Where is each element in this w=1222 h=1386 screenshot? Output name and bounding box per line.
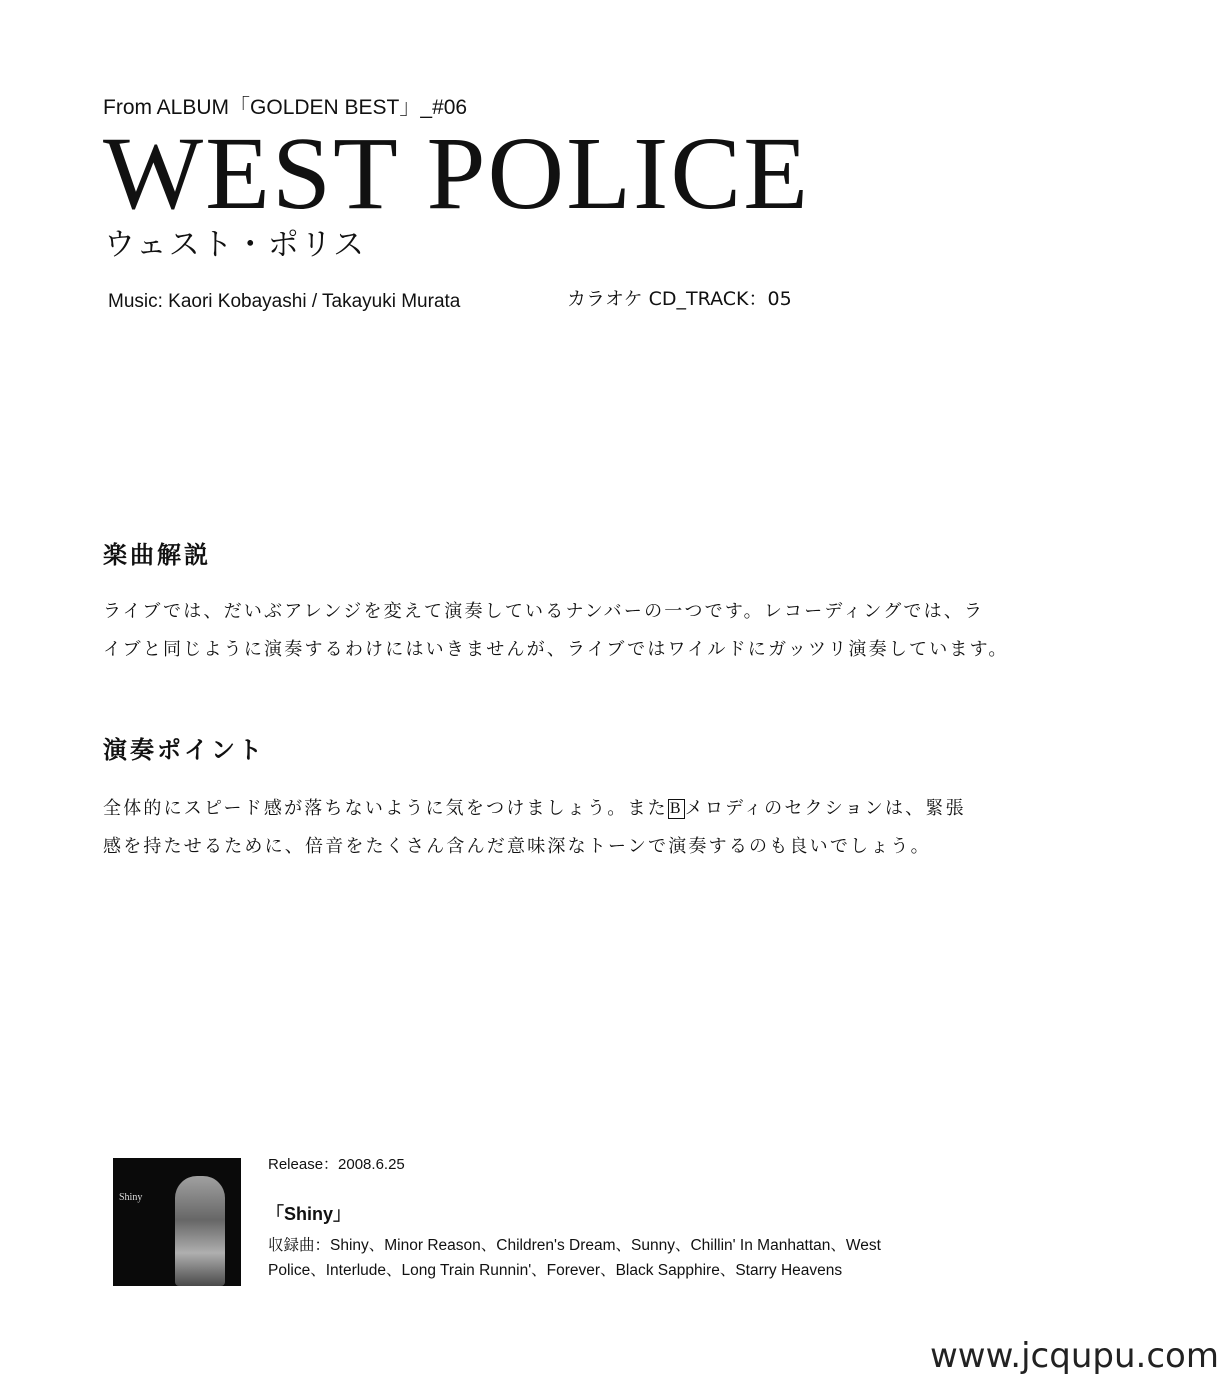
track-list-line: 収録曲：Shiny、Minor Reason、Children's Dream、Sunny、Chillin' In Manhattan、West <box>268 1237 881 1254</box>
music-credits: Music: Kaori Kobayashi / Takayuki Murata <box>108 291 461 312</box>
performance-paragraph <box>103 790 966 866</box>
boxed-letter: B <box>669 800 683 817</box>
text: メロディのセクションは、緊張 <box>684 798 966 819</box>
track-list <box>268 1233 881 1283</box>
watermark: www.jcqupu.com <box>930 1336 1219 1376</box>
album-source: From ALBUM「GOLDEN BEST」_#06 <box>103 96 468 119</box>
paragraph-line: イブと同じように演奏するわけにはいきませんが、ライブではワイルドにガッツリ演奏しています。 <box>103 639 1009 660</box>
paragraph-line: 感を持たせるために、倍音をたくさん含んだ意味深なトーンで演奏するのも良いでしょう。 <box>103 836 931 857</box>
cover-logo: Shiny <box>119 1192 143 1203</box>
karaoke-track: カラオケ CD_TRACK：05 <box>567 288 792 310</box>
section-heading-commentary: 楽曲解説 <box>103 541 211 569</box>
commentary-paragraph <box>103 593 1009 669</box>
song-title-kana: ウェスト・ポリス <box>104 227 367 263</box>
album-title: 「Shiny」 <box>266 1204 352 1224</box>
section-heading-performance-points: 演奏ポイント <box>103 736 265 764</box>
track-list-line: Police、Interlude、Long Train Runnin'、Forever、Black Sapphire、Starry Heavens <box>268 1262 843 1279</box>
song-title: WEST POLICE <box>103 116 811 231</box>
album-cover-image <box>113 1158 241 1286</box>
release-date: Release：2008.6.25 <box>268 1156 405 1173</box>
cover-figure <box>175 1176 225 1286</box>
paragraph-line <box>103 790 966 828</box>
paragraph-line: ライブでは、だいぶアレンジを変えて演奏しているナンバーの一つです。レコーディングでは、ラ <box>103 601 985 622</box>
text: 全体的にスピード感が落ちないように気をつけましょう。また <box>103 798 668 819</box>
